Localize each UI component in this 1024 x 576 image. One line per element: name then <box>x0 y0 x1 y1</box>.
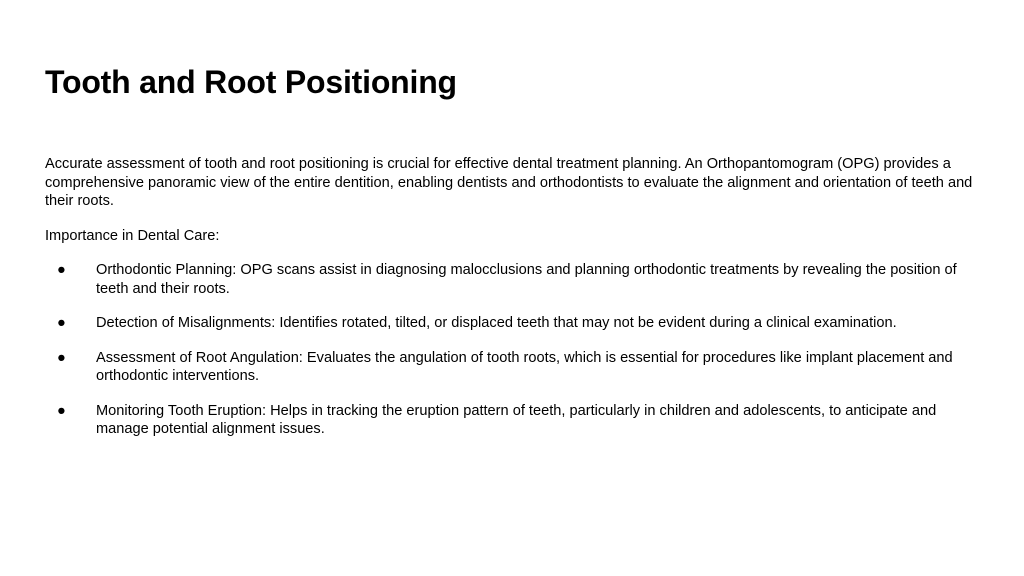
bullet-item-orthodontic-planning <box>45 261 985 298</box>
bullet-dot-icon: ● <box>57 315 66 331</box>
bullet-item-tooth-eruption <box>45 402 985 439</box>
slide-title: Tooth and Root Positioning <box>45 64 457 100</box>
bullet-text: Detection of Misalignments: Identifies rotated, tilted, or displaced teeth that may not be evident during a clinical examination. <box>96 315 897 331</box>
bullet-list <box>45 261 985 439</box>
section-subheading: Importance in Dental Care: <box>45 227 220 244</box>
bullet-dot-icon: ● <box>57 349 66 366</box>
bullet-item-detection-of-misalignments <box>45 314 985 333</box>
intro-paragraph: Accurate assessment of tooth and root positioning is crucial for effective dental treatment planning. An Orthopantomogram (OPG) provides a comprehensive panoramic view of the entire dentition, enabling dentists and orthodontists to evaluate the alignment and orientation of teeth and their roots. <box>45 156 973 209</box>
bullet-text: Assessment of Root Angulation: Evaluates the angulation of tooth roots, which is essential for procedures like implant placement and orthodontic interventions. <box>96 349 953 384</box>
slide-body <box>45 155 985 455</box>
bullet-dot-icon: ● <box>57 402 66 419</box>
bullet-text: Orthodontic Planning: OPG scans assist in diagnosing malocclusions and planning orthodontic treatments by revealing the position of teeth and their roots. <box>96 262 957 297</box>
bullet-dot-icon: ● <box>57 262 66 278</box>
bullet-item-root-angulation <box>45 349 985 386</box>
bullet-text: Monitoring Tooth Eruption: Helps in tracking the eruption pattern of teeth, particularly in children and adolescents, to anticipate and manage potential alignment issues. <box>96 402 937 437</box>
